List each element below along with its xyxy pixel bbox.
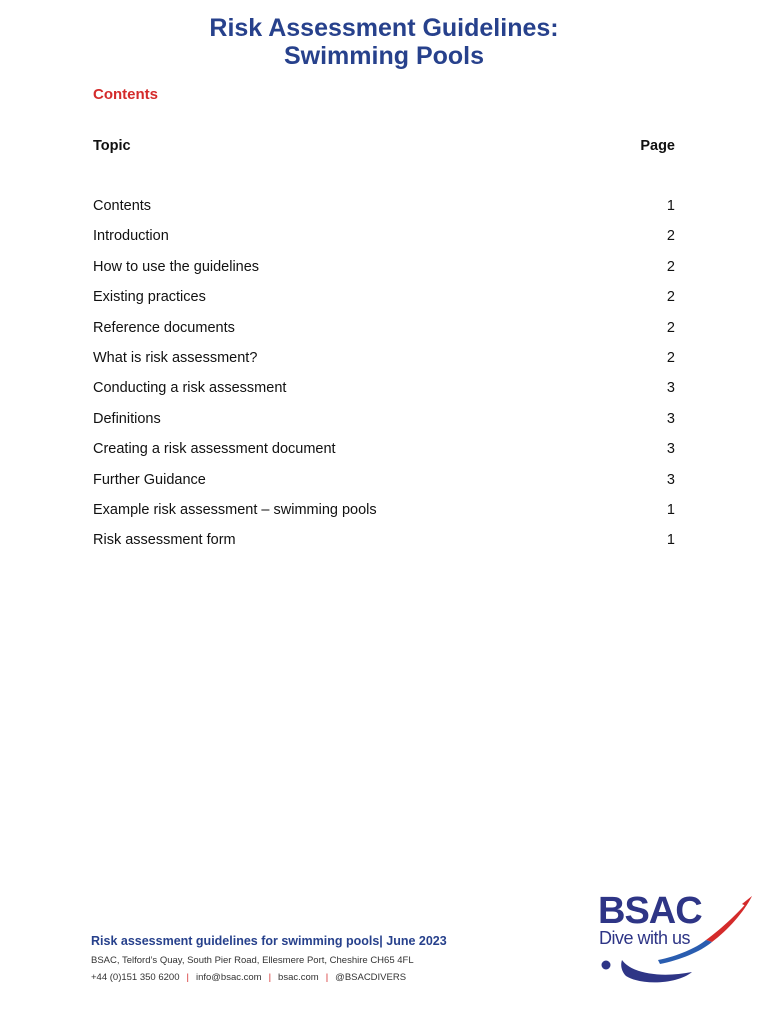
toc-topic: Existing practices bbox=[93, 289, 206, 306]
separator: | bbox=[325, 972, 329, 983]
toc-page: 1 bbox=[666, 198, 675, 214]
bsac-logo bbox=[596, 890, 756, 990]
toc-page: 1 bbox=[666, 532, 675, 549]
toc-page: 2 bbox=[666, 258, 675, 275]
toc-page: 3 bbox=[666, 380, 675, 397]
toc-list bbox=[93, 198, 675, 563]
toc-page: 3 bbox=[666, 410, 675, 427]
logo-brand-text: BSAC bbox=[598, 890, 702, 932]
toc-row bbox=[93, 441, 675, 471]
toc-topic: Contents bbox=[93, 198, 152, 214]
footer-website: bsac.com bbox=[278, 972, 319, 983]
toc-page: 3 bbox=[666, 471, 675, 488]
topic-column-header: Topic bbox=[93, 138, 131, 154]
toc-row bbox=[93, 228, 675, 258]
footer-phone: +44 (0)151 350 6200 bbox=[91, 972, 180, 983]
page-column-header: Page bbox=[640, 138, 675, 154]
toc-page: 1 bbox=[666, 501, 675, 518]
toc-row bbox=[93, 289, 675, 319]
footer-email: info@bsac.com bbox=[195, 972, 262, 983]
toc-header bbox=[93, 138, 675, 158]
footer-address: BSAC, Telford’s Quay, South Pier Road, Ellesmere Port, Cheshire CH65 4FL bbox=[91, 955, 414, 966]
toc-topic: Conducting a risk assessment bbox=[93, 380, 287, 397]
contents-heading: Contents bbox=[93, 86, 158, 103]
toc-page: 2 bbox=[666, 319, 675, 336]
toc-topic: How to use the guidelines bbox=[93, 258, 260, 275]
toc-page: 2 bbox=[666, 289, 675, 306]
toc-page: 3 bbox=[666, 441, 675, 458]
toc-row bbox=[93, 259, 675, 289]
footer-contact-line bbox=[91, 972, 406, 983]
toc-topic: Introduction bbox=[93, 228, 169, 245]
title-line-2: Swimming Pools bbox=[283, 42, 485, 70]
toc-row bbox=[93, 411, 675, 441]
toc-row bbox=[93, 380, 675, 410]
toc-topic: Example risk assessment – swimming pools bbox=[93, 501, 377, 518]
toc-topic: Definitions bbox=[93, 410, 161, 427]
table-of-contents bbox=[93, 138, 675, 563]
toc-row bbox=[93, 320, 675, 350]
separator: | bbox=[268, 972, 272, 983]
toc-topic: What is risk assessment? bbox=[93, 349, 258, 366]
toc-page: 2 bbox=[666, 228, 675, 245]
footer-social: @BSACDIVERS bbox=[335, 972, 407, 983]
toc-row bbox=[93, 350, 675, 380]
toc-topic: Further Guidance bbox=[93, 471, 206, 488]
toc-row bbox=[93, 472, 675, 502]
title-line-1: Risk Assessment Guidelines: bbox=[209, 14, 559, 42]
toc-row bbox=[93, 198, 675, 228]
separator: | bbox=[186, 972, 189, 983]
toc-topic: Risk assessment form bbox=[93, 532, 236, 549]
logo-tagline: Dive with us bbox=[599, 928, 691, 948]
toc-row bbox=[93, 532, 675, 562]
toc-topic: Reference documents bbox=[93, 319, 235, 336]
toc-row bbox=[93, 502, 675, 532]
footer-title: Risk assessment guidelines for swimming pools| June 2023 bbox=[91, 934, 447, 948]
toc-topic: Creating a risk assessment document bbox=[93, 441, 336, 458]
toc-page: 2 bbox=[666, 349, 675, 366]
document-title bbox=[0, 14, 768, 70]
